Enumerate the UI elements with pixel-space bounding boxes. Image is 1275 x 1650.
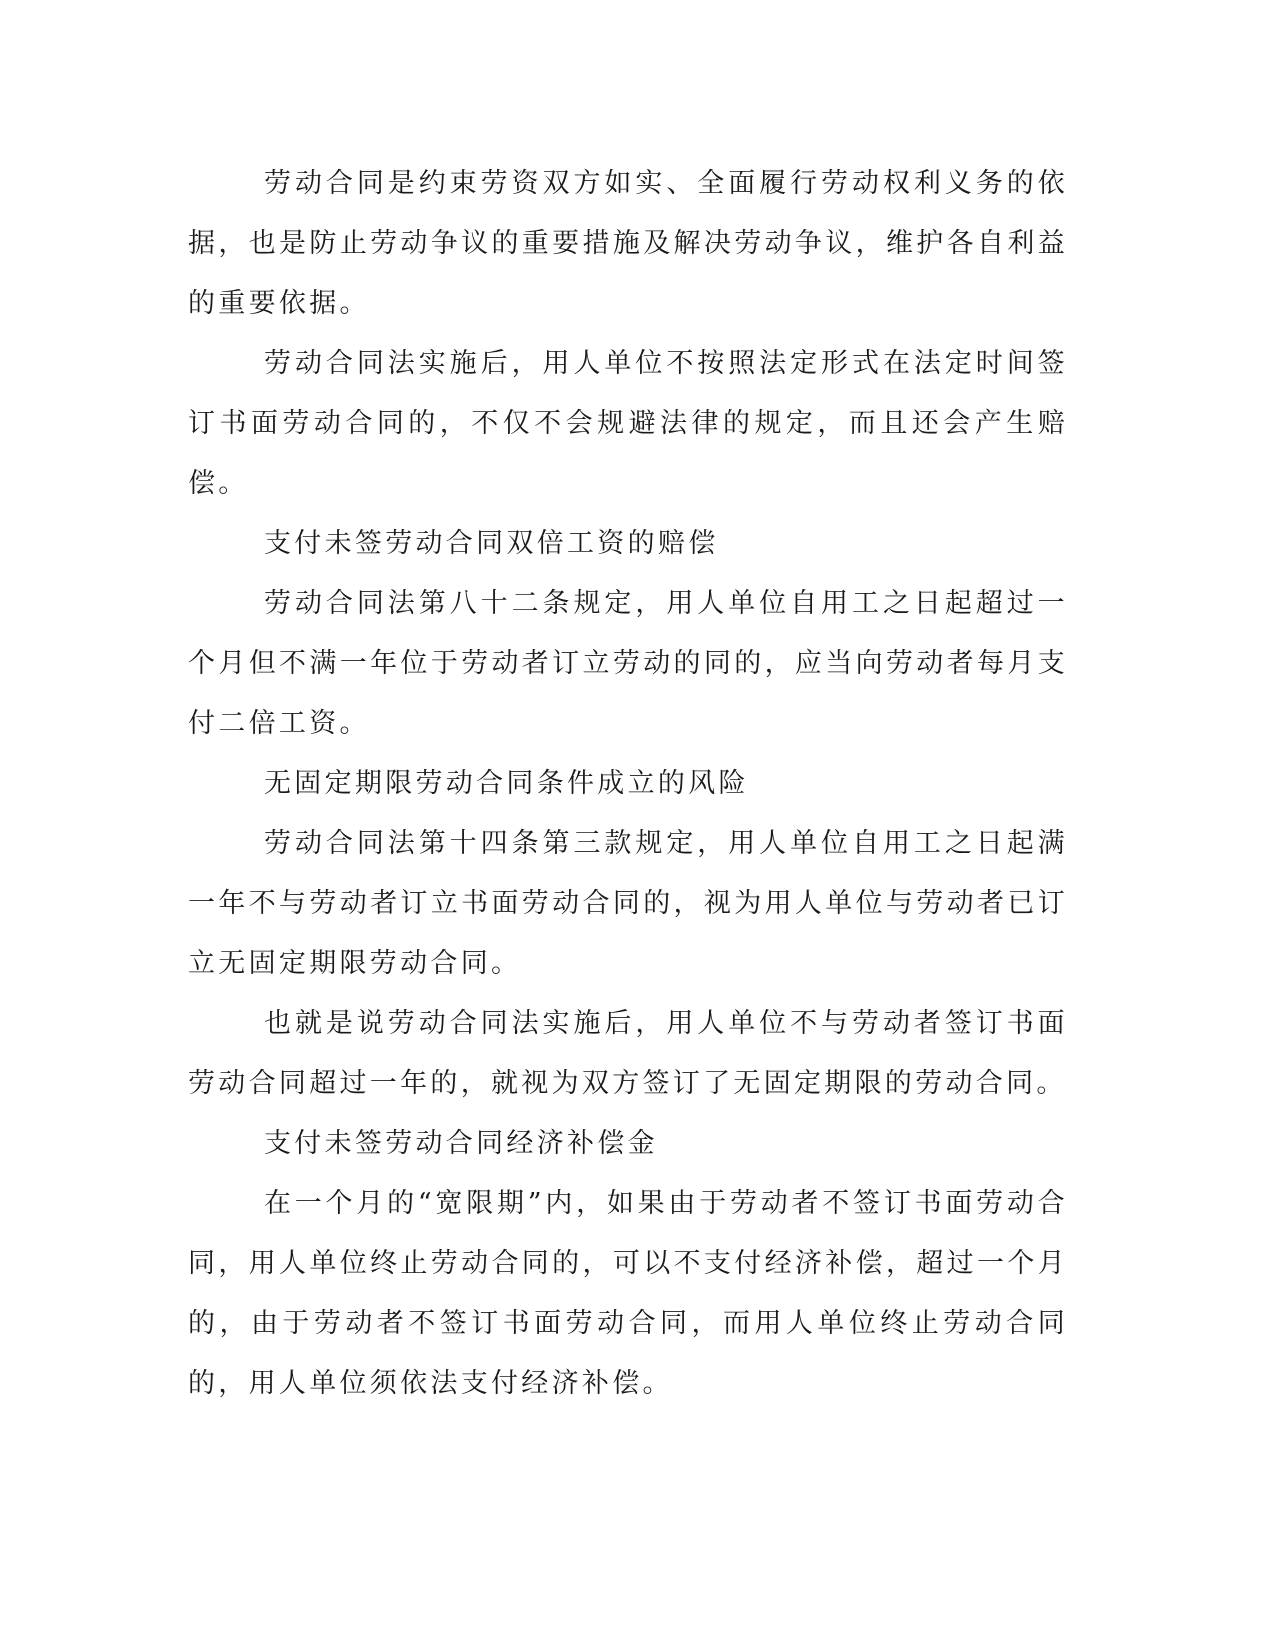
paragraph-interpretation: 也就是说劳动合同法实施后，用人单位不与劳动者签订书面劳动合同超过一年的，就视为双方签订了无固定期限的劳动合同。 <box>188 1008 1068 1099</box>
document-body <box>188 154 1068 1414</box>
section-heading-compensation: 支付未签劳动合同经济补偿金 <box>264 1128 658 1159</box>
paragraph-article-82: 劳动合同法第八十二条规定，用人单位自用工之日起超过一个月但不满一年位于劳动者订立劳动的同的，应当向劳动者每月支付二倍工资。 <box>188 588 1068 739</box>
paragraph-grace-period: 在一个月的“宽限期”内，如果由于劳动者不签订书面劳动合同，用人单位终止劳动合同的，可以不支付经济补偿，超过一个月的，由于劳动者不签订书面劳动合同，而用人单位终止劳动合同的，用人单位须依法支付经济补偿。 <box>188 1188 1068 1399</box>
paragraph-1: 劳动合同是约束劳资双方如实、全面履行劳动权利义务的依据，也是防止劳动争议的重要措施及解决劳动争议，维护各自利益的重要依据。 <box>188 168 1068 319</box>
section-heading-open-ended-contract: 无固定期限劳动合同条件成立的风险 <box>264 768 749 799</box>
section-heading-double-wage: 支付未签劳动合同双倍工资的赔偿 <box>264 528 719 559</box>
paragraph-2: 劳动合同法实施后，用人单位不按照法定形式在法定时间签订书面劳动合同的，不仅不会规避法律的规定，而且还会产生赔偿。 <box>188 348 1068 499</box>
paragraph-article-14: 劳动合同法第十四条第三款规定，用人单位自用工之日起满一年不与劳动者订立书面劳动合同的，视为用人单位与劳动者已订立无固定期限劳动合同。 <box>188 828 1068 979</box>
